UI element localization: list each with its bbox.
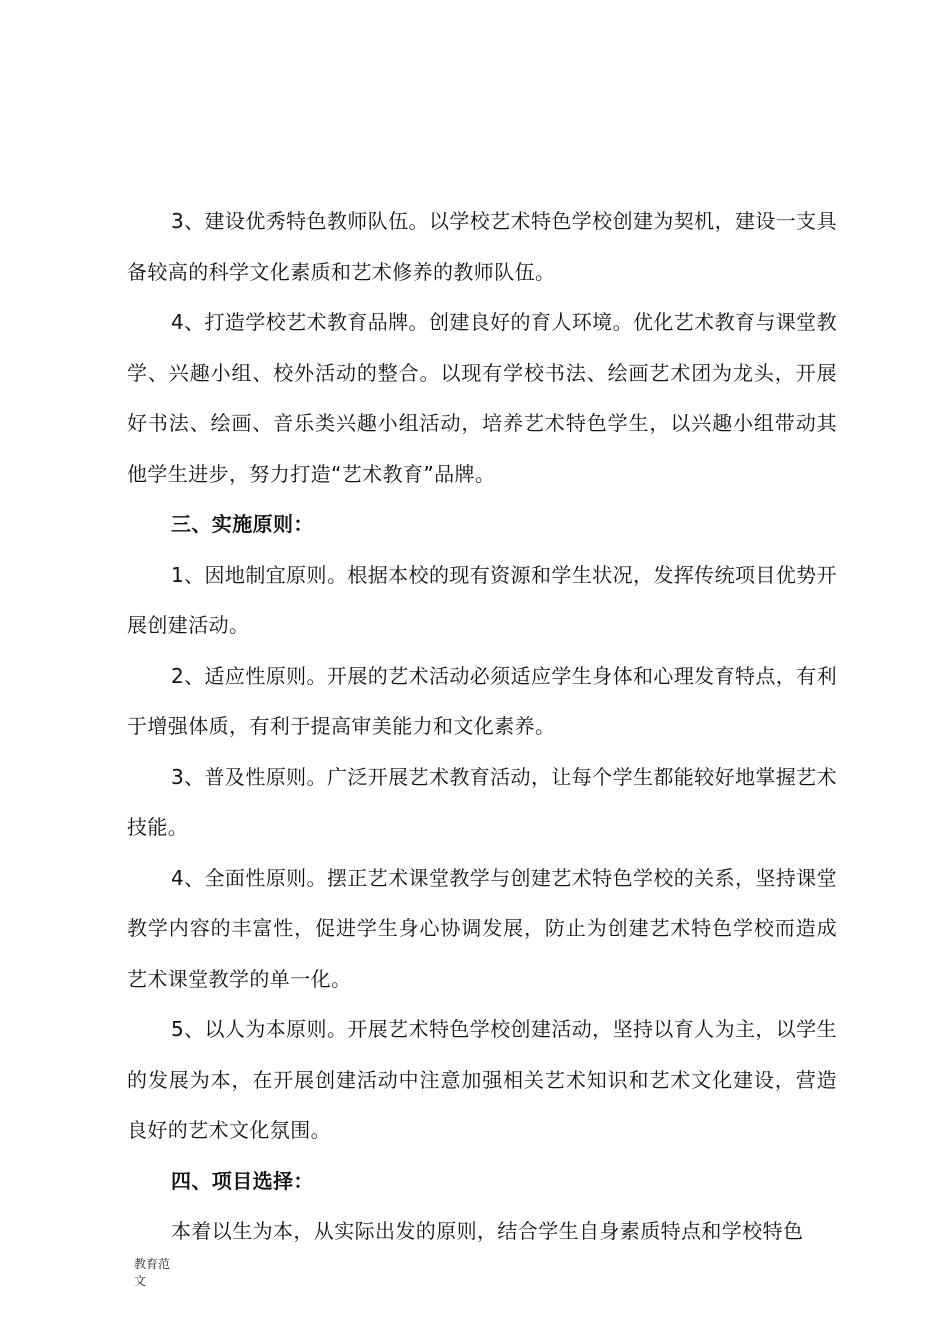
paragraph-project-selection: 本着以生为本，从实际出发的原则，结合学生自身素质特点和学校特色 [171, 1219, 804, 1243]
paragraph-principle-local: 1、因地制宜原则。根据本校的现有资源和学生状况，发挥传统项目优势开展创建活动。 [127, 562, 837, 637]
footer-label: 教育范文 [134, 1257, 171, 1288]
document-body [127, 196, 837, 1257]
paragraph-teacher-team: 3、建设优秀特色教师队伍。以学校艺术特色学校创建为契机，建设一支具备较高的科学文化素质和艺术修养的教师队伍。 [127, 209, 837, 284]
paragraph-principle-people-oriented: 5、以人为本原则。开展艺术特色学校创建活动，坚持以育人为主，以学生的发展为本，在开展创建活动中注意加强相关艺术知识和艺术文化建设，营造良好的艺术文化氛围。 [127, 1017, 837, 1142]
paragraph-art-brand: 4、打造学校艺术教育品牌。创建良好的育人环境。优化艺术教育与课堂教学、兴趣小组、校外活动的整合。以现有学校书法、绘画艺术团为龙头，开展好书法、绘画、音乐类兴趣小组活动，培养艺术特色学生，以兴趣小组带动其他学生进步，努力打造“艺术教育”品牌。 [127, 310, 837, 486]
paragraph-principle-comprehensive: 4、全面性原则。摆正艺术课堂教学与创建艺术特色学校的关系，坚持课堂教学内容的丰富性，促进学生身心协调发展，防止为创建艺术特色学校而造成艺术课堂教学的单一化。 [127, 865, 837, 991]
paragraph-principle-universal: 3、普及性原则。广泛开展艺术教育活动，让每个学生都能较好地掌握艺术技能。 [127, 764, 837, 839]
section-heading-principles: 三、实施原则： [171, 512, 314, 536]
paragraph-principle-adaptive: 2、适应性原则。开展的艺术活动必须适应学生身体和心理发育特点，有利于增强体质，有利于提高审美能力和文化素养。 [127, 663, 837, 738]
section-heading-project-selection: 四、项目选择： [171, 1168, 314, 1193]
